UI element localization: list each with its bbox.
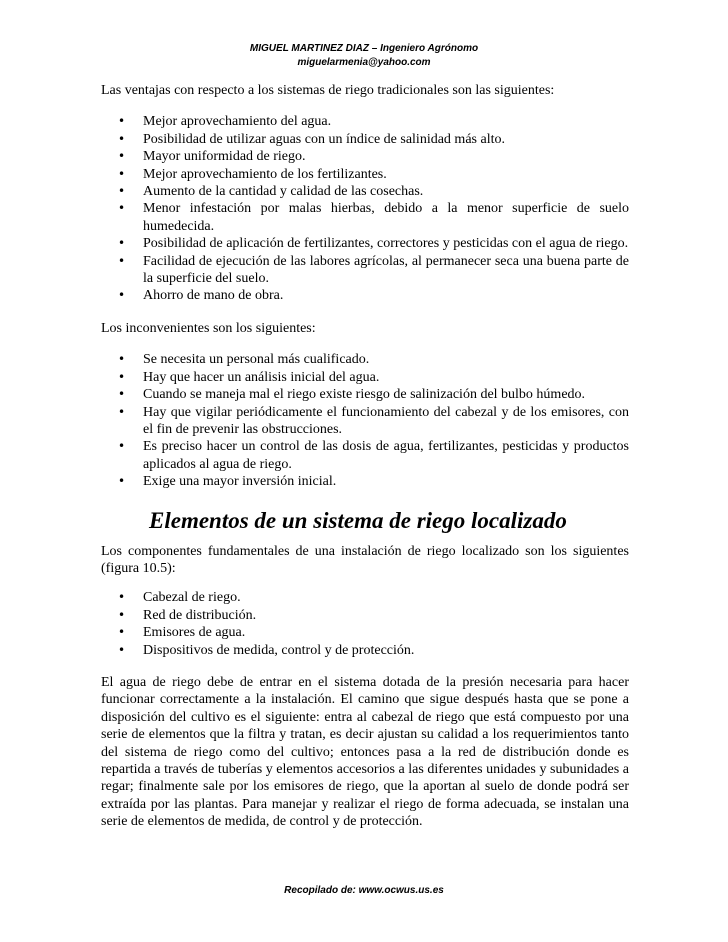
list-item: • Ahorro de mano de obra.	[101, 287, 629, 304]
list-item: • Mejor aprovechamiento de los fertilizantes.	[101, 166, 629, 183]
list-item: • Cuando se maneja mal el riego existe riesgo de salinización del bulbo húmedo.	[101, 386, 629, 403]
page-content	[101, 82, 629, 831]
section-heading: Elementos de un sistema de riego localizado	[149, 507, 567, 533]
components-list	[101, 589, 629, 659]
list-item: • Facilidad de ejecución de las labores agrícolas, al permanecer seca una buena parte de la superficie del suelo.	[101, 253, 629, 288]
list-item: • Posibilidad de utilizar aguas con un índice de salinidad más alto.	[101, 131, 629, 148]
list-item: • Cabezal de riego.	[101, 589, 629, 606]
list-item: • Dispositivos de medida, control y de protección.	[101, 642, 629, 659]
disadvantages-intro: Los inconvenientes son los siguientes:	[101, 320, 316, 336]
list-item: • Posibilidad de aplicación de fertilizantes, correctores y pesticidas con el agua de riego.	[101, 235, 629, 252]
page-header	[0, 42, 728, 70]
list-item: • Hay que vigilar periódicamente el funcionamiento del cabezal y de los emisores, con el fin de prevenir las obstrucciones.	[101, 404, 629, 439]
page-footer: Recopilado de: www.ocwus.us.es	[284, 885, 444, 896]
list-item: • Aumento de la cantidad y calidad de las cosechas.	[101, 183, 629, 200]
list-item: • Es preciso hacer un control de las dosis de agua, fertilizantes, pesticidas y productos aplicados al agua de riego.	[101, 438, 629, 473]
list-item: • Emisores de agua.	[101, 624, 629, 641]
disadvantages-list	[101, 351, 629, 490]
header-email: miguelarmenia@yahoo.com	[297, 57, 431, 68]
advantages-intro: Las ventajas con respecto a los sistemas de riego tradicionales son las siguientes:	[101, 83, 555, 98]
list-item: • Mejor aprovechamiento del agua.	[101, 113, 629, 130]
list-item: • Red de distribución.	[101, 607, 629, 624]
list-item: • Exige una mayor inversión inicial.	[101, 473, 629, 490]
list-item: • Se necesita un personal más cualificado.	[101, 351, 629, 368]
body-paragraph: El agua de riego debe de entrar en el sistema dotada de la presión necesaria para hacer funcionar correctamente a la instalación. El camino que sigue después hasta que se pone a disposición del cultivo es el siguiente: entra al cabezal de riego que está compuesto por una serie de elementos que la filtra y tratan, es decir ajustan su calidad a los requerimientos tanto del sistema de riego como del cultivo; entonces pasa a la red de distribución donde es repartida a través de tuberías y elementos accesorios a las diferentes unidades y subunidades a regar; finalmente sale por los emisores de riego, que la aportan al suelo de donde podrá ser extraída por las plantas. Para manejar y realizar el riego de forma adecuada, se instalan una serie de elementos de medida, de control y de protección.	[101, 674, 629, 830]
components-intro: Los componentes fundamentales de una instalación de riego localizado son los siguientes (figura 10.5):	[101, 543, 629, 576]
list-item: • Mayor uniformidad de riego.	[101, 148, 629, 165]
list-item: • Hay que hacer un análisis inicial del agua.	[101, 369, 629, 386]
list-item: • Menor infestación por malas hierbas, debido a la menor superficie de suelo humedecida.	[101, 200, 629, 235]
header-author: MIGUEL MARTINEZ DIAZ – Ingeniero Agrónomo	[249, 43, 479, 54]
advantages-list	[101, 113, 629, 304]
